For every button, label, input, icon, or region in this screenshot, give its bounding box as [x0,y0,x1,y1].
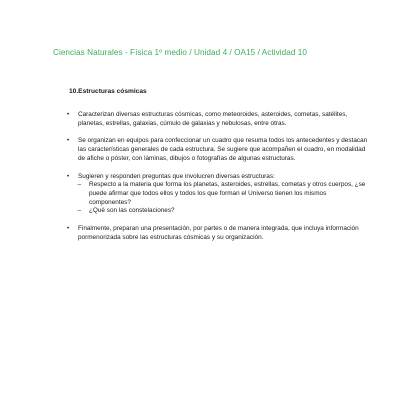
list-item-text: Sugieren y responden preguntas que involucren diversas estructuras: [78,172,275,180]
list-item [67,172,368,217]
list-item [67,137,368,163]
sub-list-item [78,181,368,207]
breadcrumb: Ciencias Naturales - Física 1º medio / Unidad 4 / OA15 / Actividad 10 [53,48,308,57]
dash-icon: – [77,181,82,189]
list-item-text: Finalmente, preparan una presentación, por partes o de manera integrada, que incluya información pormenorizada sobre las estructuras cósmicas y su organización. [78,225,359,241]
sub-list-item [78,207,368,216]
bullet-icon: • [67,225,70,233]
dash-icon: – [77,207,82,215]
section-title: 10.Estructuras cósmicas [69,88,147,95]
bullet-icon: • [67,137,70,145]
list-item-text: Caracterizan diversas estructuras cósmicas, como meteoroides, asteroides, cometas, satélites, planetas, estrellas, galaxias, cúmulo de galaxias y nebulosas, entre otras. [78,111,348,127]
list-item-text: Se organizan en equipos para confeccionar un cuadro que resuma todos los antecedentes y destacan las características generales de cada estructura. Se sugiere que acompañen el cuadro, en modalidad de afiche o póster, con láminas, dibujos o fotografías de algunas estructuras. [78,137,368,162]
bullet-icon: • [67,172,70,180]
sub-list-item-text: Respecto a la materia que forma los planetas, asteroides, estrellas, cometas y otros cuerpos, ¿se puede afirmar que todos ellos y todos los que forman el Universo tienen los mismos componentes? [89,181,366,206]
activity-list [67,111,368,251]
list-item [67,111,368,128]
sub-list-item-text: ¿Qué son las constelaciones? [89,207,175,215]
list-item [67,225,368,242]
bullet-icon: • [67,111,70,118]
sub-list [78,181,368,216]
